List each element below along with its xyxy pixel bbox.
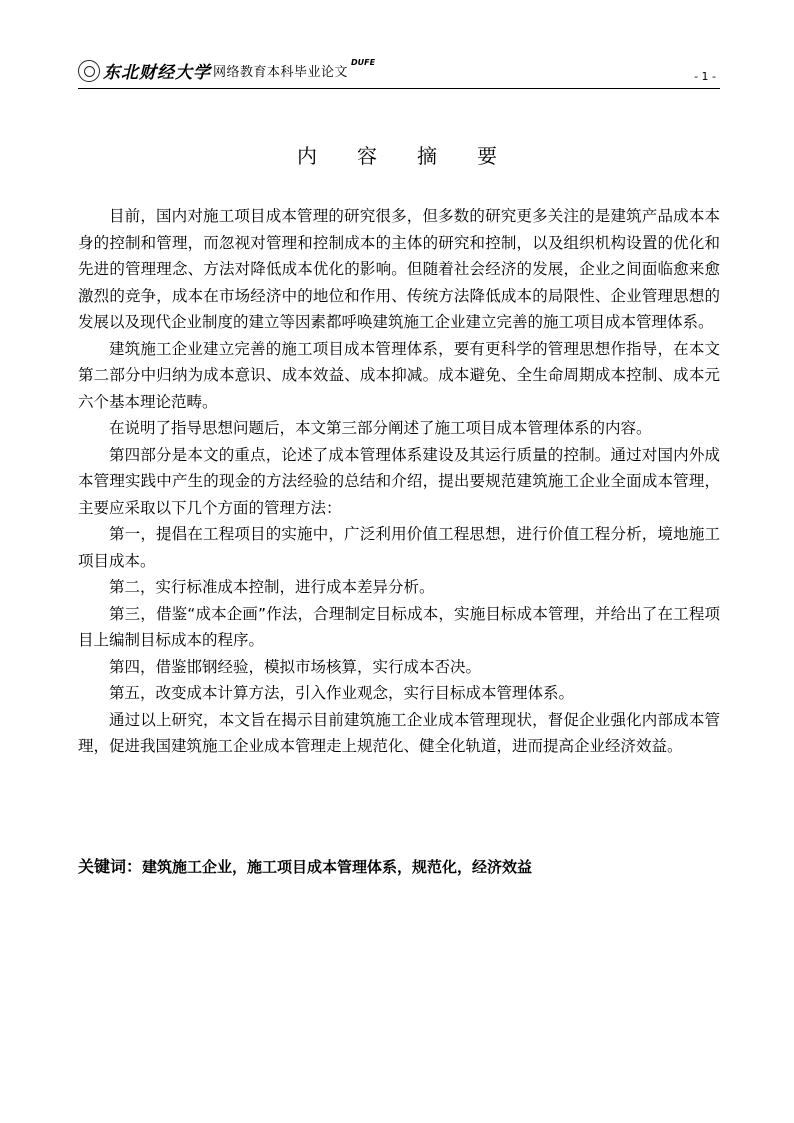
paragraph: 第五，改变成本计算方法，引入作业观念，实行目标成本管理体系。 [109,684,575,702]
keywords-text: 建筑施工企业，施工项目成本管理体系，规范化，经济效益 [142,858,533,876]
paragraph: 通过以上研究，本文旨在揭示目前建筑施工企业成本管理现状，督促企业强化内部成本管理，促进我国建筑施工企业成本管理走上规范化、健全化轨道，进而提高企业经济效益。 [78,710,720,755]
keywords-label: 关键词： [78,857,143,876]
page-number: - 1 - [694,70,716,83]
paragraph: 第一，提倡在工程项目的实施中，广泛利用价值工程思想，进行价值工程分析，境地施工项目成本。 [78,525,720,570]
university-seal-icon [78,60,100,82]
abstract-body [78,203,720,760]
title-char: 要 [477,144,497,168]
paragraph: 第四部分是本文的重点，论述了成本管理体系建设及其运行质量的控制。通过对国内外成本管理实践中产生的现金的方法经验的总结和介绍，提出要规范建筑施工企业全面成本管理，主要应采取以下几个方面的管理方法： [78,445,720,517]
thesis-subtitle: 网络教育本科毕业论文 [213,65,349,80]
logo-mark: DUFE [351,58,376,67]
paragraph: 在说明了指导思想问题后，本文第三部分阐述了施工项目成本管理体系的内容。 [109,419,652,437]
keywords-line [78,854,532,877]
paragraph: 第三，借鉴“成本企画”作法，合理制定目标成本，实施目标成本管理，并给出了在工程项目上编制目标成本的程序。 [78,604,720,649]
title-char: 摘 [417,144,437,168]
title-char: 容 [357,144,377,168]
university-name: 东北财经大学 [103,63,211,83]
university-logo [78,58,375,83]
paragraph: 建筑施工企业建立完善的施工项目成本管理体系，要有更科学的管理思想作指导，在本文第二部分中归纳为成本意识、成本效益、成本抑减。成本避免、全生命周期成本控制、成本元六个基本理论范畴。 [78,339,720,411]
paragraph: 第二，实行标准成本控制，进行成本差异分析。 [109,578,435,596]
abstract-title [0,140,794,169]
paragraph: 第四，借鉴邯钢经验，模拟市场核算，实行成本否决。 [109,657,482,676]
title-char: 内 [297,144,317,168]
page-header [78,54,720,89]
paragraph: 目前，国内对施工项目成本管理的研究很多，但多数的研究更多关注的是建筑产品成本本身的控制和管理，而忽视对管理和控制成本的主体的研究和控制，以及组织机构设置的优化和先进的管理理念、方法对降低成本优化的影响。但随着社会经济的发展，企业之间面临愈来愈激烈的竞争，成本在市场经济中的地位和作用、传统方法降低成本的局限性、企业管理思想的发展以及现代企业制度的建立等因素都呼唤建筑施工企业建立完善的施工项目成本管理体系。 [78,207,720,331]
